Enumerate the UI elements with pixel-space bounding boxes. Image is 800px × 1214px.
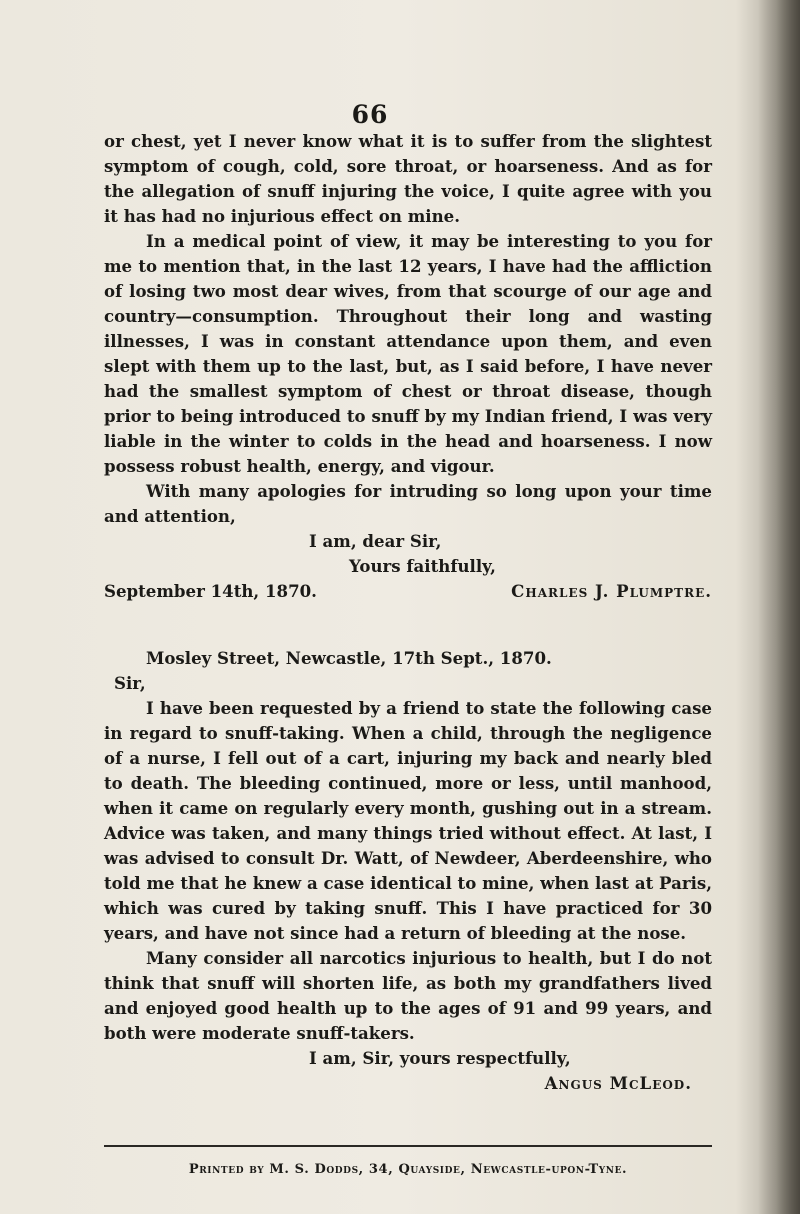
letter2-paragraph-1: I have been requested by a friend to state the following case in regard to snuff-taking. When a child, through the negligence of a nurse, I fell out of a cart, injuring my back and nearly bled to death. The bleeding continued, more or less, until manhood, when it came on regularly every month, gushing out in a stream. Advice was taken, and many things tried without effect. At last, I was advised to consult Dr. Watt, of Newdeer, Aberdeenshire, who told me that he knew a case identical to mine, when last at Paris, which was cured by taking snuff. This I have practiced for 30 years, and have not since had a return of bleeding at the nose. — [104, 698, 712, 943]
letter2-address: Mosley Street, Newcastle, 17th Sept., 1870. — [146, 648, 552, 668]
page-edge-shadow — [758, 0, 800, 1214]
letter1-closing-1: I am, dear Sir, — [309, 531, 442, 551]
letter1-date: September 14th, 1870. — [104, 581, 317, 601]
letter1-signature: Charles J. Plumptre. — [511, 581, 712, 601]
printer-imprint: Printed by M. S. Dodds, 34, Quayside, Newcastle-upon-Tyne. — [188, 1162, 628, 1177]
page-number: 66 — [351, 100, 389, 129]
letter1-paragraph-2: In a medical point of view, it may be interesting to you for me to mention that, in the last 12 years, I have had the affliction of losing two most dear wives, from that scourge of our age and country—consumption. Throughout their long and wasting illnesses, I was in constant attendance upon them, and even slept with them up to the last, but, as I said before, I have never had the smallest symptom of chest or throat disease, though prior to being introduced to snuff by my Indian friend, I was very liable in the winter to colds in the head and hoarseness. I now possess robust health, energy, and vigour. — [104, 231, 712, 476]
letter2-salutation: Sir, — [114, 673, 146, 693]
letter2-paragraph-2: Many consider all narcotics injurious to health, but I do not think that snuff will shorten life, as both my grandfathers lived and enjoyed good health up to the ages of 91 and 99 years, and both were moderate snuff-takers. — [104, 948, 712, 1043]
letter1-closing-2: Yours faithfully, — [349, 556, 496, 576]
footer-rule — [104, 1145, 712, 1147]
letter1-paragraph-1: or chest, yet I never know what it is to suffer from the slightest symptom of cough, cold, sore throat, or hoarseness. And as for the allegation of snuff injuring the voice, I quite agree with you it has had no injurious effect on mine. — [104, 131, 712, 226]
letter2-signature: Angus McLeod. — [544, 1073, 692, 1093]
letter2-closing: I am, Sir, yours respectfully, — [309, 1048, 571, 1068]
page-text — [104, 129, 712, 1096]
letter1-paragraph-3: With many apologies for intruding so long upon your time and attention, — [104, 481, 712, 526]
letter1-signature-line — [104, 579, 712, 604]
